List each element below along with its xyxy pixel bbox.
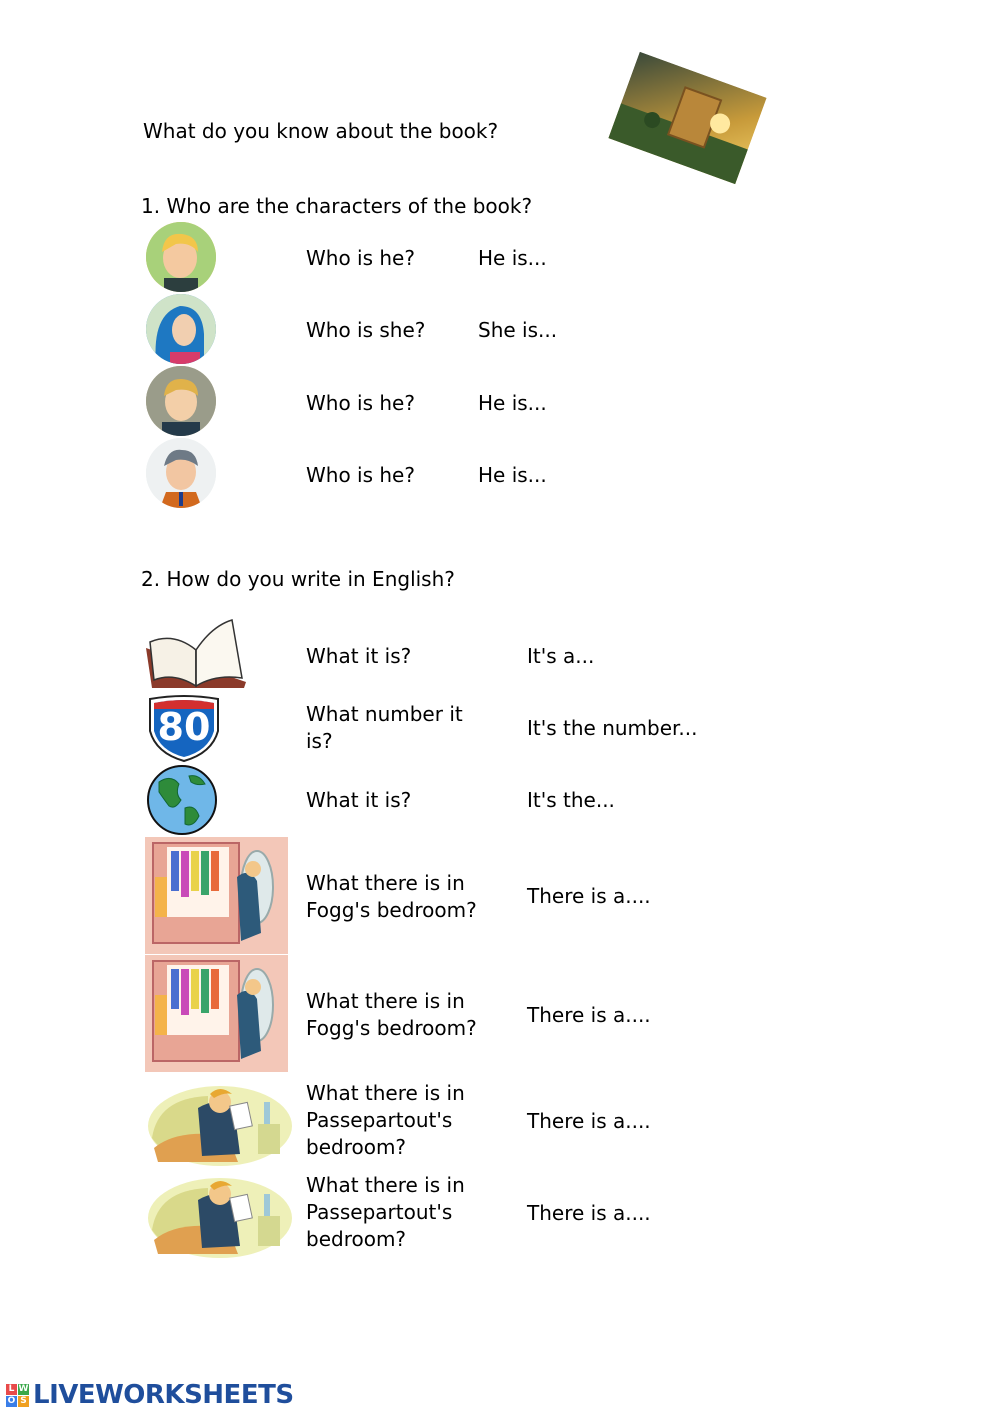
blond-man-portrait-icon <box>146 222 216 292</box>
answer-prompt: It's the... <box>527 788 615 812</box>
section-1-heading: 1. Who are the characters of the book? <box>141 194 533 218</box>
woman-portrait-icon <box>146 294 216 364</box>
question-text: Who is he? <box>306 391 415 415</box>
brand-name: LIVEWORKSHEETS <box>33 1380 294 1410</box>
question-text: Who is he? <box>306 246 415 270</box>
answer-prompt: There is a.... <box>527 1109 651 1133</box>
young-man-portrait-icon <box>146 366 216 436</box>
logo-mark-icon: L W O S <box>7 1383 29 1406</box>
question-text: What there is in Fogg's bedroom? <box>306 989 477 1040</box>
globe-icon <box>145 764 221 836</box>
book-cover-image <box>608 52 766 185</box>
question-text: What there is in Passepartout's bedroom? <box>306 1173 465 1251</box>
answer-prompt: It's a... <box>527 644 595 668</box>
question-text: What it is? <box>306 788 412 812</box>
answer-prompt: He is... <box>478 463 547 487</box>
answer-prompt: There is a.... <box>527 1003 651 1027</box>
number-80-sign-icon <box>146 693 222 763</box>
answer-prompt: He is... <box>478 246 547 270</box>
page-title: What do you know about the book? <box>143 119 499 143</box>
question-text: Who is he? <box>306 463 415 487</box>
gray-haired-man-portrait-icon <box>146 438 216 508</box>
sign-number-label: 80 <box>157 705 211 749</box>
answer-prompt: There is a.... <box>527 884 651 908</box>
open-book-icon <box>144 618 248 692</box>
section-2-heading: 2. How do you write in English? <box>141 567 455 591</box>
answer-prompt: He is... <box>478 391 547 415</box>
question-text: What there is in Fogg's bedroom? <box>306 871 477 922</box>
bed-reading-picture <box>148 1170 293 1258</box>
answer-prompt: There is a.... <box>527 1201 651 1225</box>
bed-reading-picture <box>148 1078 293 1166</box>
answer-prompt: She is... <box>478 318 558 342</box>
wardrobe-picture <box>145 955 288 1072</box>
wardrobe-picture <box>145 837 288 954</box>
question-text: What it is? <box>306 644 412 668</box>
answer-prompt: It's the number... <box>527 716 698 740</box>
question-text: What number it is? <box>306 702 463 753</box>
liveworksheets-logo <box>6 1380 294 1410</box>
question-text: Who is she? <box>306 318 426 342</box>
question-text: What there is in Passepartout's bedroom? <box>306 1081 465 1159</box>
